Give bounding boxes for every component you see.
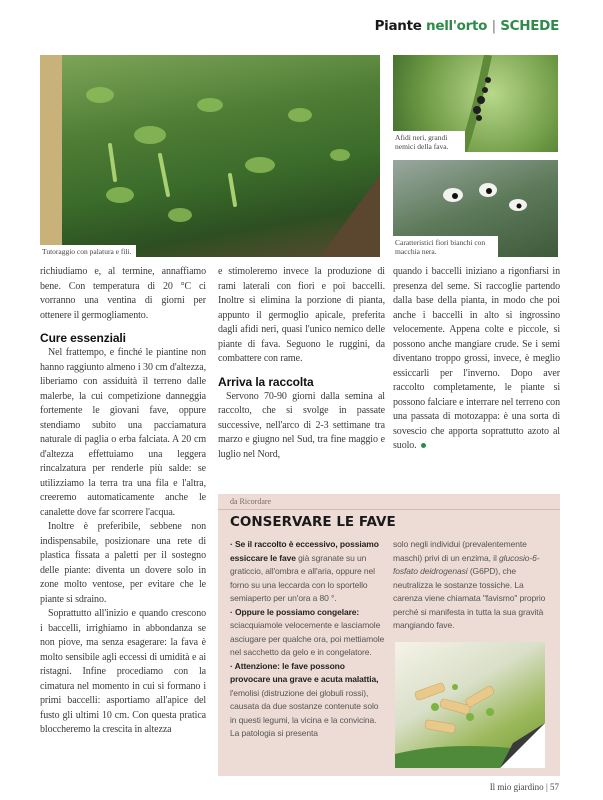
bean-plants-illustration (40, 55, 380, 257)
paragraph-text: quando i baccelli iniziano a rigonfiarsi in presenza del seme. Si raccoglie partendo dalla base della pianta, in modo che poi anche i baccelli in alto si ingrossino velocemente. Appena colte e piccole, si possono anche mangiare crude. Se i semi diventano troppo grossi, invece, è meglio essiccarli per l'inverno. Dopo aver raccolto completamente, le piante si possono falciare e interrare nel terreno con una passata di motozappa: è una sorta di sovescio che apporta soprattutto azoto al suolo. (393, 266, 560, 451)
tip (230, 538, 385, 606)
photo-caption: Afidi neri, grandi nemici della fava. (393, 131, 465, 152)
photo-black-aphids (393, 55, 558, 152)
paragraph: Nel frattempo, e finché le piantine non hanno raggiunto almeno i 30 cm d'altezza, liberiamo con assiduità il terreno dalle malerbe, la cui competizione danneggia fortemente le giovani fave, oppure stendiamo subito una pacciamatura naturale di paglia o erba falciata. A 20 cm d'altezza effettuiamo una leggera rincalzatura per renderle più salde: se utilizziamo la terra tra una fila e l'altra, creeremo automaticamente anche le canalette dove far scorrere l'acqua. (40, 347, 206, 518)
page-footer (490, 782, 559, 792)
photo-caption: Caratteristici fiori bianchi con macchia nera. (393, 236, 498, 257)
paragraph: e stimoleremo invece la produzione di rami laterali con fiori e poi baccelli. Inoltre si elimina la porzione di pianta, appunto il germoglio apicale, preferita dagli afidi neri, quasi l'unico nemico delle piante di fava. Seguono le ruggini, da combattere con rame. (218, 266, 385, 364)
header-category: SCHEDE (500, 18, 559, 34)
tip-bold: · Attenzione: le fave possono provocare una grave e acuta malattia, (230, 660, 379, 684)
subheading: Arriva la raccolta (218, 374, 314, 389)
photo-pasta-with-fava (395, 642, 545, 768)
paragraph: Servono 70-90 giorni dalla semina al raccolto, che si svolge in passate successive, nell'arco di 2-3 settimane tra marzo e giugno nel Sud, tra fine maggio e luglio nel Nord, (218, 390, 385, 460)
photo-caption: Tutoraggio con palatura e fili. (40, 245, 136, 257)
end-mark-icon (421, 443, 426, 448)
paragraph: Soprattutto all'inizio e quando crescono i baccelli, irrighiamo in abbondanza se non piove, ma senza esagerare: la fava è molto sensibile agli eccessi di umidità e ai ristagni. Infine procediamo con la cimatura nel momento in cui si formano i primi baccelli: asportiamo all'apice del fusto gli ultimi 10 cm. Con questa pratica bloccheremo la crescita in altezza (40, 608, 206, 735)
photo-fava-flowers (393, 160, 558, 257)
photo-fava-rows (40, 55, 380, 257)
page-number: 57 (550, 782, 559, 792)
paragraph (393, 265, 560, 454)
box-kicker: da Ricordare (230, 497, 272, 506)
box-title: CONSERVARE LE FAVE (230, 514, 396, 530)
subheading: Cure essenziali (40, 331, 126, 345)
tip-bold: · Se il raccolto è eccessivo, possiamo essiccare le fave (230, 539, 379, 563)
header-section-accent: nell'orto (426, 18, 488, 34)
article-column-2 (218, 265, 385, 462)
tip-text: già sgranate su un graticcio, all'ombra e all'aria, oppure nel forno su una leccarda con lo sportello semiaperto per un'ora a 80 °. (230, 552, 375, 603)
box-text: solo negli individui (prevalentemente maschi) privi di un enzima, il (393, 539, 527, 563)
article-column-1 (40, 265, 206, 738)
tip (230, 606, 385, 660)
sidebar-box (218, 494, 560, 776)
tip-text: l'emolisi (distruzione dei globuli rossi), causata da due sostanze contenute solo in questi legumi, la vicina e la convicina. La patologia si presenta (230, 687, 379, 738)
footer-separator: | (545, 782, 548, 792)
tip-text: sciacquiamole velocemente e lasciamole asciugare per qualche ora, poi mettiamole nel sacchetto da gelo e in congelatore. (230, 620, 385, 657)
tip (230, 660, 385, 741)
box-column-2 (393, 538, 550, 633)
box-column-1 (230, 538, 385, 741)
pasta-illustration (395, 642, 545, 768)
box-text: (G6PD), che neutralizza le sostanze tossiche. La carenza viene chiamata "favismo" proprio perché si manifesta in tutta la sua gravità mangiando fave. (393, 566, 546, 630)
paragraph: richiudiamo e, al termine, annaffiamo bene. Con temperatura di 20 °C ci vorranno una ventina di giorni per ottenere il germogliamento. (40, 266, 206, 321)
article-column-3 (393, 265, 560, 454)
running-header (375, 18, 559, 34)
magazine-name: Il mio giardino (489, 782, 544, 792)
paragraph: Inoltre è preferibile, sebbene non indispensabile, posizionare una rete di plastica fissata a paletti per il sostegno delle piante: diventa un dovere solo in zone molto ventose, per evitare che le piante si sdraino. (40, 521, 206, 605)
header-section: Piante (374, 18, 422, 34)
header-separator: | (491, 18, 496, 34)
divider (218, 509, 560, 510)
enzyme-name: glucosio-6-fosfato deidrogenasi (393, 552, 540, 576)
tip-bold: · Oppure le possiamo congelare: (230, 606, 360, 617)
